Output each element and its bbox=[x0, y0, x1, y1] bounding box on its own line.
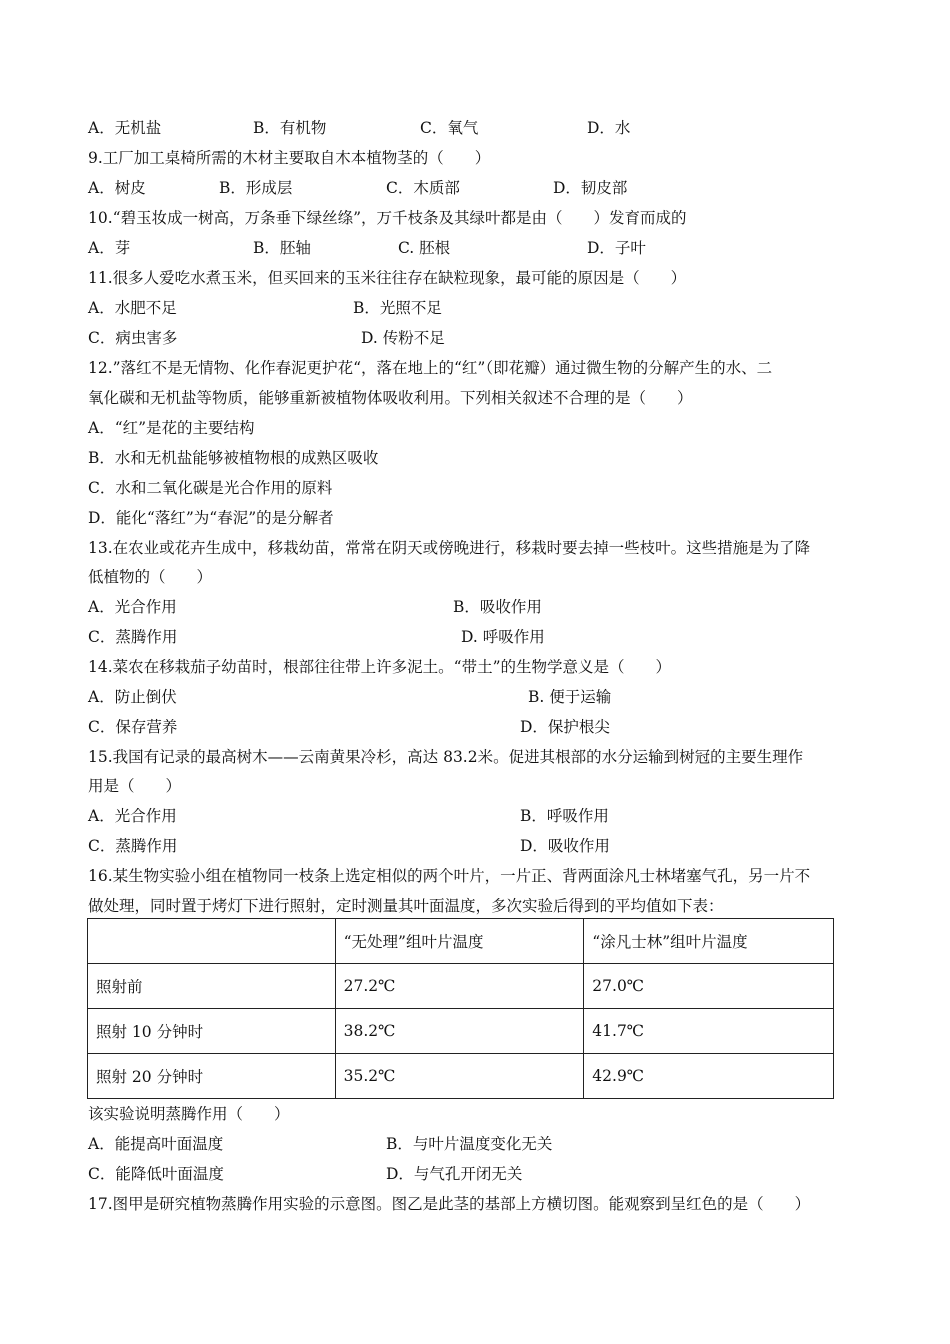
q11-option-d: D. 传粉不足 bbox=[361, 329, 445, 347]
table-cell: 41.7℃ bbox=[584, 1009, 834, 1054]
q12-stem-line2: 氧化碳和无机盐等物质，能够重新被植物体吸收利用。下列相关叙述不合理的是（ ） bbox=[88, 389, 693, 407]
q10-option-a: A．芽 bbox=[88, 239, 131, 257]
q15-option-c: C．蒸腾作用 bbox=[88, 837, 178, 855]
q14-stem: 14.菜农在移栽茄子幼苗时，根部往往带上许多泥土。“带土”的生物学意义是（ ） bbox=[88, 658, 672, 676]
q15-stem-line2: 用是（ ） bbox=[88, 777, 182, 795]
q15-option-b: B．呼吸作用 bbox=[520, 807, 609, 825]
q16-option-c: C．能降低叶面温度 bbox=[88, 1165, 224, 1183]
q11-option-a: A．水肥不足 bbox=[88, 299, 177, 317]
q16-stem-line1: 16.某生物实验小组在植物同一枝条上选定相似的两个叶片，一片正、背两面涂凡士林堵塞气孔，另一片不 bbox=[88, 867, 811, 885]
q12-option-a: A．“红”是花的主要结构 bbox=[88, 419, 255, 437]
q16-stem-line2: 做处理，同时置于烤灯下进行照射，定时测量其叶面温度，多次实验后得到的平均值如下表： bbox=[88, 897, 724, 915]
q10-option-c: C. 胚根 bbox=[398, 239, 451, 257]
q11-option-c: C．病虫害多 bbox=[88, 329, 178, 347]
q10-option-d: D．子叶 bbox=[587, 239, 646, 257]
table-cell: 27.0℃ bbox=[584, 964, 834, 1009]
q10-stem: 10.“碧玉妆成一树高，万条垂下绿丝绦”，万千枝条及其绿叶都是由（ ）发育而成的 bbox=[88, 209, 687, 227]
q15-option-d: D．吸收作用 bbox=[520, 837, 610, 855]
table-header-cell: “涂凡士林”组叶片温度 bbox=[584, 919, 834, 964]
table-cell: 27.2℃ bbox=[335, 964, 584, 1009]
q8-option-b: B．有机物 bbox=[253, 119, 327, 137]
q11-stem: 11.很多人爱吃水煮玉米，但买回来的玉米往往存在缺粒现象，最可能的原因是（ ） bbox=[88, 269, 687, 287]
q13-option-c: C．蒸腾作用 bbox=[88, 628, 178, 646]
table-row bbox=[88, 964, 834, 1009]
q8-option-a: A．无机盐 bbox=[88, 119, 162, 137]
q15-stem-line1: 15.我国有记录的最高树木——云南黄果冷杉，高达 83.2米。促进其根部的水分运输到树冠的主要生理作 bbox=[88, 748, 804, 766]
q9-option-a: A．树皮 bbox=[88, 179, 146, 197]
q9-option-b: B．形成层 bbox=[219, 179, 293, 197]
q14-option-c: C．保存营养 bbox=[88, 718, 178, 736]
q15-option-a: A．光合作用 bbox=[88, 807, 177, 825]
q16-option-d: D．与气孔开闭无关 bbox=[386, 1165, 523, 1183]
q12-stem-line1: 12.”落红不是无情物、化作春泥更护花“，落在地上的“红”（即花瓣）通过微生物的分解产生的水、二 bbox=[88, 359, 773, 377]
table-cell: 42.9℃ bbox=[584, 1054, 834, 1099]
q13-stem-line1: 13.在农业或花卉生成中，移栽幼苗，常常在阴天或傍晚进行，移栽时要去掉一些枝叶。这些措施是为了降 bbox=[88, 539, 811, 557]
table-header-cell: “无处理”组叶片温度 bbox=[335, 919, 584, 964]
q9-option-d: D．韧皮部 bbox=[553, 179, 628, 197]
table-row bbox=[88, 1009, 834, 1054]
q14-option-a: A．防止倒伏 bbox=[88, 688, 177, 706]
q12-option-c: C．水和二氧化碳是光合作用的原料 bbox=[88, 479, 333, 497]
q9-option-c: C．木质部 bbox=[386, 179, 460, 197]
table-cell: 照射 20 分钟时 bbox=[88, 1054, 336, 1099]
q10-option-b: B．胚轴 bbox=[253, 239, 311, 257]
table-cell: 35.2℃ bbox=[335, 1054, 584, 1099]
q13-option-b: B．吸收作用 bbox=[453, 598, 542, 616]
q16-after-table: 该实验说明蒸腾作用（ ） bbox=[88, 1105, 290, 1123]
q16-option-b: B．与叶片温度变化无关 bbox=[386, 1135, 553, 1153]
q11-option-b: B．光照不足 bbox=[353, 299, 442, 317]
q13-stem-line2: 低植物的（ ） bbox=[88, 568, 213, 586]
q8-option-c: C．氧气 bbox=[420, 119, 479, 137]
q9-stem: 9.工厂加工桌椅所需的木材主要取自木本植物茎的（ ） bbox=[88, 149, 491, 167]
temperature-table bbox=[87, 918, 834, 1099]
q13-option-a: A．光合作用 bbox=[88, 598, 177, 616]
table-cell: 照射前 bbox=[88, 964, 336, 1009]
table-cell: 38.2℃ bbox=[335, 1009, 584, 1054]
q14-option-d: D．保护根尖 bbox=[520, 718, 610, 736]
q17-stem: 17.图甲是研究植物蒸腾作用实验的示意图。图乙是此茎的基部上方横切图。能观察到呈红色的是（ ） bbox=[88, 1195, 811, 1213]
q12-option-d: D．能化“落红”为“春泥”的是分解者 bbox=[88, 509, 334, 527]
table-header-cell bbox=[88, 919, 336, 964]
q13-option-d: D. 呼吸作用 bbox=[461, 628, 545, 646]
table-row bbox=[88, 1054, 834, 1099]
q14-option-b: B. 便于运输 bbox=[528, 688, 612, 706]
q8-option-d: D．水 bbox=[587, 119, 631, 137]
table-header-row bbox=[88, 919, 834, 964]
q12-option-b: B．水和无机盐能够被植物根的成熟区吸收 bbox=[88, 449, 379, 467]
q16-option-a: A．能提高叶面温度 bbox=[88, 1135, 224, 1153]
table-cell: 照射 10 分钟时 bbox=[88, 1009, 336, 1054]
